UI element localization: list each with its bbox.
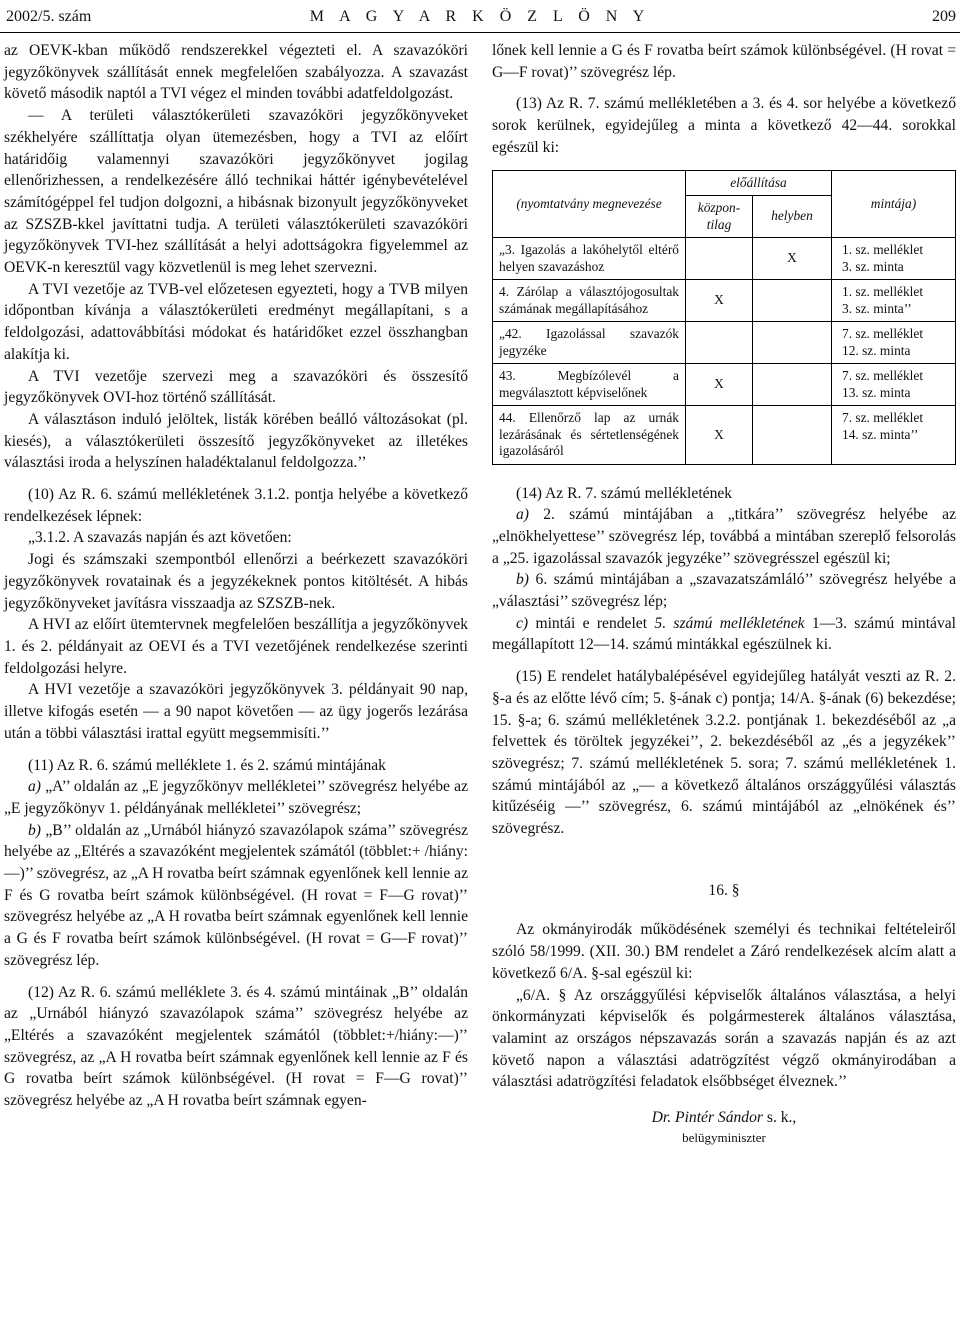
paragraph: lőnek kell lennie a G és F rovatba beírt számok különbségével. (H rovat = G—F rovat)’’ szövegrész lép.: [492, 42, 956, 81]
paragraph: „6/A. § Az országgyűlési képviselők általános választása, a helyi önkormányzati képviselők és polgármesterek általános választása, valamint az országos népszavazás során a szavazás napján és az azt követő napon a választási adatrögzítést végző okmányirodában a választási adatrögzítési feladatok elsőbbséget élveznek.’’: [492, 986, 956, 1091]
paragraph: az OEVK-kban működő rendszerekkel végezteti el. A szavazóköri jegyzőkönyvek szállítását ennek megfelelően szabályozza. A szavazást követő második naptól a TVI végez el minden további adatfeldolgozást.: [4, 42, 468, 103]
paragraph: A HVI vezetője a szavazóköri jegyzőkönyvek 3. példányait 90 nap, illetve kifogás esetén — a 90 napot követően — az ügy jogerős lezárása után a többi választási irattal együtt megsemmisíti.’’: [4, 681, 468, 742]
table-cell-local: [753, 322, 832, 364]
table-cell-local: [753, 406, 832, 465]
paragraph: A HVI az előírt ütemtervnek megfelelően beszállítja a jegyzőkönyvek 1. és 2. példányait az OEVI és a TVI vezetőjének rendelkezése szerinti feldolgozási helyre.: [4, 616, 468, 677]
table-cell-central: [686, 238, 753, 280]
sample-annex: 1. sz. melléklet: [842, 242, 924, 258]
col-header-name: (nyomtatvány megnevezése: [493, 170, 686, 238]
issue-number: 2002/5. szám: [6, 8, 92, 25]
table-cell-central: X: [686, 364, 753, 406]
table-cell-sample: [832, 364, 956, 406]
table-cell-sample: [832, 238, 956, 280]
table-row: [493, 364, 956, 406]
sample-annex: 7. sz. melléklet: [842, 368, 924, 384]
table-cell-sample: [832, 280, 956, 322]
table-row: [493, 322, 956, 364]
table-cell-central: [686, 322, 753, 364]
col-header-production: előállítása: [686, 170, 832, 196]
list-item-a: a) 2. számú mintájában a „titkára’’ szövegrész helyébe az „elnökhelyettese’’ szövegrész lép, továbbá a mintában szereplő felsorolás a „25. igazolással szavazók jegyzéke’’ szövegrésszel egészül ki;: [492, 506, 956, 567]
page-header: [0, 4, 960, 30]
sample-annex: 1. sz. melléklet: [842, 284, 924, 300]
sample-number: 13. sz. minta: [842, 384, 911, 400]
paragraph: A választáson induló jelöltek, listák körében beálló változásokat (pl. kiesés), a választókerületi összesítő jegyzőkönyveket az illetékes választási iroda a helyszínen haladéktalanul feldolgozza.’’: [4, 410, 468, 472]
table-cell-central: X: [686, 406, 753, 465]
sample-number: 3. sz. minta: [842, 258, 904, 274]
page-number: 209: [932, 8, 956, 25]
table-cell-name: 43. Megbízólevél a megválasztott képviselőnek: [493, 364, 686, 406]
table-row: [493, 238, 956, 280]
sample-annex: 7. sz. melléklet: [842, 410, 924, 426]
signature-title: belügyminiszter: [682, 1129, 766, 1145]
col-header-local: helyben: [753, 196, 832, 238]
table-cell-local: [753, 364, 832, 406]
amendment-11: (11) Az R. 6. számú melléklete 1. és 2. számú mintájának: [28, 756, 386, 774]
amendment-12: (12) Az R. 6. számú melléklete 3. és 4. számú mintáinak „B’’ oldalán az „Urnából hiányzó szavazólapok száma’’ szövegrész helyébe az „Eltérés a szavazóként megjelentek számától (többlet:+/hiány:—)’’ szövegrész, az „A H rovatba beírt számnak egyenlőnek kell lennie az F és G rovatba beírt számok különbségével. (H rovat = F—G rovat)’’ szövegrész helyébe az „A H rovatba beírt számnak egyen-: [4, 983, 468, 1110]
list-item-b: b) 6. számú mintájában a „szavazatszámláló’’ szövegrész helyébe a „választási’’ szövegrész lép;: [492, 571, 956, 611]
paragraph: Az okmányirodák működésének személyi és technikai feltételeiről szóló 58/1999. (XII. 30.) BM rendelet a Záró rendelkezések alcím alatt a következő 6/A. §-sal egészül ki:: [492, 921, 956, 982]
col-header-central: közpon-tilag: [686, 196, 753, 238]
table-cell-sample: [832, 406, 956, 465]
paragraph: — A területi választókerületi szavazóköri jegyzőkönyveket székhelyére szállíttatja olyan ütemezésben, hogy a TVI az előírt határidőig valamennyi szavazóköri jegyzőkönyvet jogilag ellenőrizhessen, a rendelkezésére álló technikai háttér igénybevételével számítógéppel fel tudjon dolgozni, a hibásnak bizonyult jegyzőkönyveket az SZSZB-kkel javíttatni tudja. A területi választókerületi szavazóköri jegyzőkönyvek TVI-hez szállítását a helyi adottságokra figyelemmel az OEVK-n keresztül vagy közvetlenül is meg lehet szervezni.: [4, 107, 468, 277]
table-cell-local: X: [753, 238, 832, 280]
forms-table: [492, 170, 956, 465]
table-row: [493, 280, 956, 322]
table-cell-name: „42. Igazolással szavazók jegyzéke: [493, 322, 686, 364]
amendment-13: (13) Az R. 7. számú mellékletében a 3. és 4. sor helyébe a következő sorok kerülnek, egyidejűleg a minta a következő 42—44. sorokkal egészül ki:: [492, 95, 956, 156]
table-cell-name: „3. Igazolás a lakóhelytől eltérő helyen szavazáshoz: [493, 238, 686, 280]
table-cell-local: [753, 280, 832, 322]
table-cell-name: 4. Zárólap a választójogosultak számának megállapításához: [493, 280, 686, 322]
paragraph: A TVI vezetője szervezi meg a szavazóköri és összesítő jegyzőkönyvek OVI-hoz történő szállítását.: [4, 367, 468, 407]
table-cell-name: 44. Ellenőrző lap az urnák lezárásának és sértetlenségének igazolásáról: [493, 406, 686, 465]
list-item-c: c) mintái e rendelet 5. számú mellékletének 1—3. számú mintával megállapított 12—14. számú mintákkal egészülnek ki.: [492, 614, 957, 654]
col-header-sample: mintája): [832, 170, 956, 238]
sample-number: 3. sz. minta’’: [842, 300, 912, 316]
left-column: [4, 40, 468, 1112]
header-rule: [0, 32, 960, 33]
sample-number: 12. sz. minta: [842, 342, 911, 358]
table-cell-sample: [832, 322, 956, 364]
signature: Dr. Pintér Sándor s. k.,: [651, 1109, 797, 1127]
section-number: 16. §: [708, 881, 740, 899]
right-column: [492, 40, 956, 1147]
list-item-a: a) „A’’ oldalán az „E jegyzőkönyv mellékletei’’ szövegrész helyébe az „E jegyzőkönyv 1. példányának mellékletei’’ szövegrész;: [4, 778, 468, 817]
section-heading: „3.1.2. A szavazás napján és azt követően:: [28, 529, 292, 547]
amendment-15: (15) E rendelet hatálybalépésével egyidejűleg hatályát veszti az R. 2. §-a és az előtte lévő cím; 5. §-ának c) pontja; 14/A. §-ának (6) bekezdése; 15. §-a; 6. számú mellékletének 3.2.2. pontjának 1. bekezdéséből az „a felvettek és töröltek jegyzékei’’, 2. bekezdéséből az „és a jegyzékek’’ szövegrész; 7. számú mellékletének 5. sora; 7. számú mellékletének 1. számú mintájából az „— a következő általános országgyűlési választás kitűzéséig —’’ szövegrész, 6. számú mintájából az „elnökének és’’ szövegrész.: [492, 668, 956, 838]
table-row: [493, 406, 956, 465]
paragraph: A TVI vezetője az TVB-vel előzetesen egyezteti, hogy a TVB milyen időpontban kívánja a választókerületi eredményt megállapítani, s a feldolgozási, adattovábbítási módokat és határidőket ezzel összhangban alakítja ki.: [4, 280, 468, 363]
list-item-b: b) „B’’ oldalán az „Urnából hiányzó szavazólapok száma’’ szövegrész helyébe az „Eltérés a szavazóként megjelentek számától (többlet:+ /hiány:—)’’ szövegrész, az „A H rovatba beírt számnak egyenlőnek kell lennie az F és G rovatba beírt számok különbségével. (H rovat = F—G rovat)’’ szövegrész helyébe az „A H rovatba beírt számnak egyenlőnek kell lennie a G és F rovatba beírt számok különbségével. (H rovat = G—F rovat)’’ szövegrész lép.: [4, 821, 469, 969]
amendment-10: (10) Az R. 6. számú mellékletének 3.1.2. pontja helyébe a következő rendelkezések lépnek:: [4, 486, 468, 525]
sample-number: 14. sz. minta’’: [842, 426, 919, 442]
table-cell-central: X: [686, 280, 753, 322]
amendment-14: (14) Az R. 7. számú mellékletének: [516, 484, 733, 502]
paragraph: Jogi és számszaki szempontból ellenőrzi a beérkezett szavazóköri jegyzőkönyvek rovatainak és a jegyzékeknek pontos kitöltését. A hibás jegyzőkönyveket javításra visszaadja az SZSZB-nek.: [4, 551, 468, 612]
sample-annex: 7. sz. melléklet: [842, 326, 924, 342]
publication-title: M A G Y A R K Ö Z L Ö N Y: [309, 8, 651, 25]
